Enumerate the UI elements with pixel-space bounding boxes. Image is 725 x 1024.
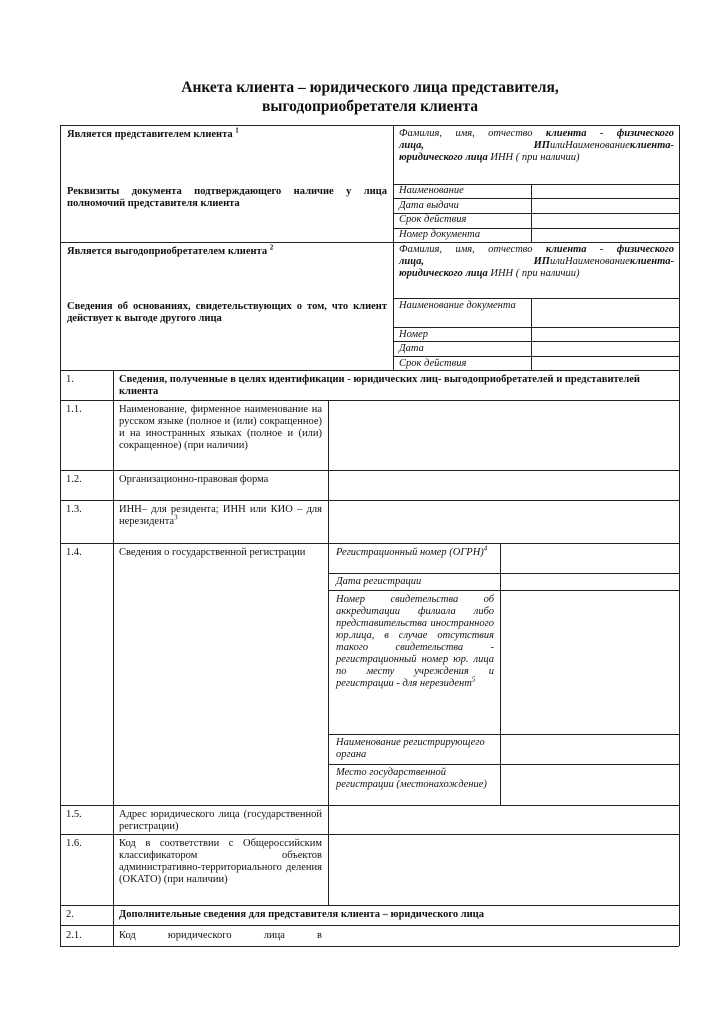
accreditation-cert-field-label: Номер свидетельства об аккредитации филиала либо представительства иностранного юр.лица, в случае отсутствия такого свидетельства - регистрационный номер юр. лица по месту учреждения и регистрации - для нерезидент$^5$: [336, 594, 494, 689]
row-1-5-number: 1.5.: [66, 809, 82, 820]
registration-date-field-label: Дата регистрации: [336, 576, 422, 587]
beneficiary-grounds-label: Сведения об основаниях, свидетельствующих о том, что клиент действует к выгоде другого лица: [67, 301, 387, 324]
ben-client-fio-caption: Фамилия, имя, отчество клиента - физического лица, ИПилиНаименованиеклиента- юридического лица ИНН ( при наличии): [399, 244, 674, 279]
number-column-divider: [113, 370, 114, 946]
label-column-divider: [328, 400, 329, 905]
registration-place-field-label: Место государственной регистрации (местонахождение): [336, 767, 487, 790]
ben-doc-validity-field: Срок действия: [399, 358, 467, 369]
row-1-6-label: Код в соответствии с Общероссийским классификатором объектов административно-территориального деления (ОКАТО) (при наличии): [119, 838, 322, 885]
rep-doc-issue-date-field: Дата выдачи: [399, 200, 459, 211]
row-2-1-label: Код юридического лица в: [119, 930, 322, 941]
row-1-4-label: Сведения о государственной регистрации: [119, 547, 306, 558]
row-1-6-number: 1.6.: [66, 838, 82, 849]
frame-left: [60, 125, 61, 946]
section-2-number: 2.: [66, 909, 74, 920]
is-representative-label: Является представителем клиента $^1$: [67, 126, 239, 140]
ben-doc-name-field: Наименование документа: [399, 300, 516, 311]
row-1-5-label: Адрес юридического лица (государственной регистрации): [119, 809, 322, 832]
ben-doc-number-field: Номер: [399, 329, 429, 340]
row-1-4-number: 1.4.: [66, 547, 82, 558]
rep-authority-doc-label: Реквизиты документа подтверждающего наличие у лица полномочий представителя клиента: [67, 186, 387, 209]
frame-right: [679, 125, 680, 946]
row-1-2-number: 1.2.: [66, 474, 82, 485]
row-1-1-number: 1.1.: [66, 404, 82, 415]
row-1-3-number: 1.3.: [66, 504, 82, 515]
ben-doc-date-field: Дата: [399, 343, 424, 354]
section-1-number: 1.: [66, 374, 74, 385]
frame-bottom: [60, 946, 679, 947]
rep-client-fio-caption: Фамилия, имя, отчество клиента - физического лица, ИПилиНаименованиеклиента- юридического лица ИНН ( при наличии): [399, 128, 674, 163]
row-2-1-number: 2.1.: [66, 930, 82, 941]
row-1-2-label: Организационно-правовая форма: [119, 474, 269, 485]
frame-top: [60, 125, 679, 126]
rep-doc-name-field: Наименование: [399, 185, 464, 196]
registering-authority-field-label: Наименование регистрирующего органа: [336, 737, 485, 760]
upper-divider: [393, 125, 394, 370]
ogrn-field-label: Регистрационный номер (ОГРН)$^4$: [336, 544, 488, 558]
document-title: [60, 78, 680, 116]
rep-doc-number-field: Номер документа: [399, 229, 481, 240]
is-beneficiary-label: Является выгодоприобретателем клиента $^2$: [67, 243, 274, 257]
rep-doc-validity-field: Срок действия: [399, 214, 467, 225]
title-line-2: выгодоприобретателя клиента: [261, 98, 479, 115]
title-line-1: Анкета клиента – юридического лица представителя,: [181, 79, 559, 96]
section-2-heading: Дополнительные сведения для представителя клиента – юридического лица: [119, 909, 484, 920]
section-1-heading: Сведения, полученные в целях идентификации - юридических лиц- выгодоприобретателей и представителей клиента: [119, 374, 640, 397]
row-1-3-label: ИНН– для резидента; ИНН или КИО – для нерезидента$^3$: [119, 504, 322, 527]
row-1-1-label: Наименование, фирменное наименование на русском языке (полное и (или) сокращенное) и на иностранных языках (полное и (или) сокращенное) (при наличии): [119, 404, 322, 451]
